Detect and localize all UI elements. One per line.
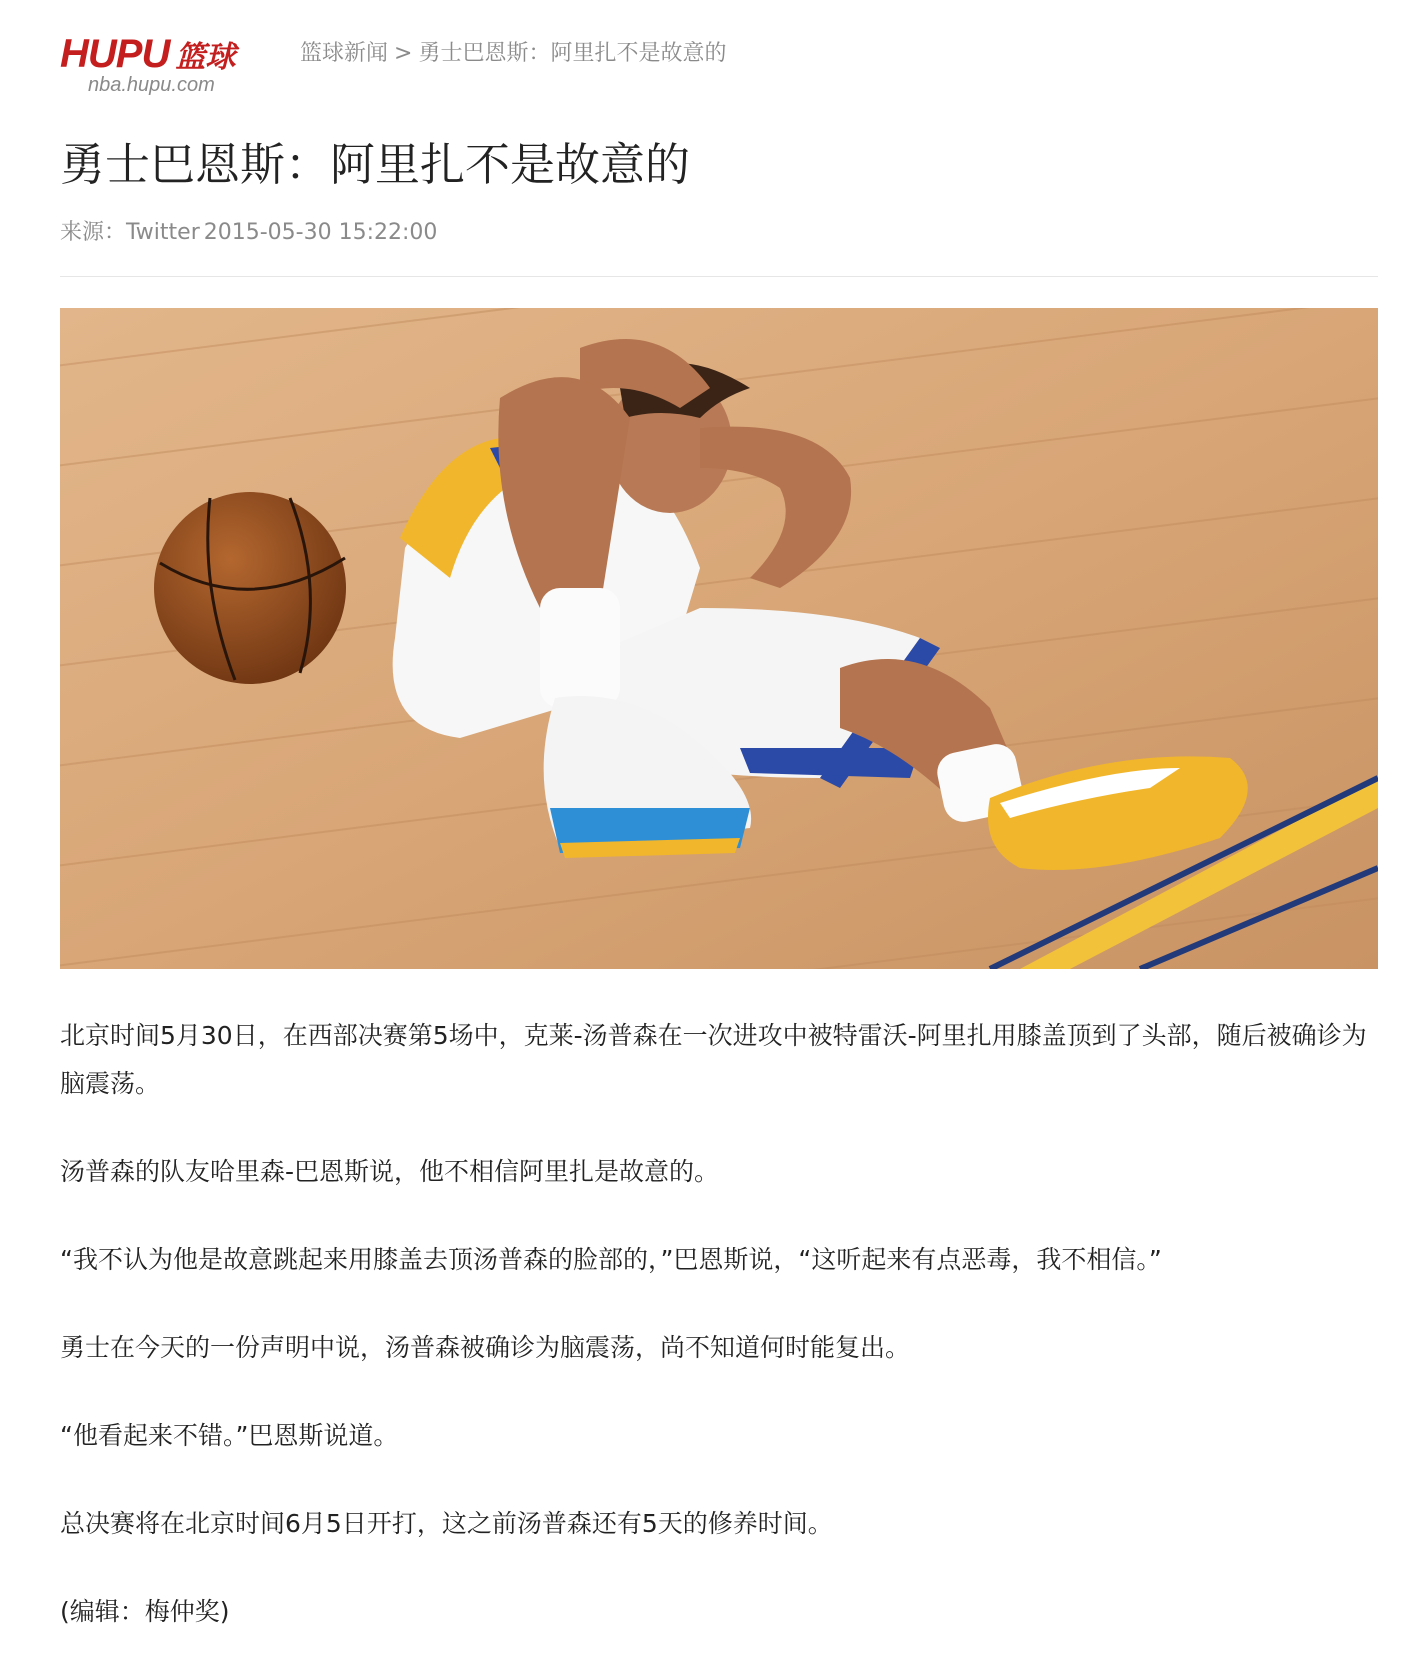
article-meta	[60, 217, 437, 249]
logo-cn-text: 篮球	[175, 40, 236, 75]
article-body	[60, 1012, 1378, 1676]
basketball-icon	[154, 492, 346, 684]
logo-wordmark	[60, 32, 235, 76]
site-header	[60, 32, 1378, 104]
article-paragraph: “他看起来不错。”巴恩斯说道。	[60, 1421, 399, 1450]
article-datetime: 2015-05-30 15:22:00	[203, 220, 438, 245]
article-paragraph: “我不认为他是故意跳起来用膝盖去顶汤普森的脸部的，”巴恩斯说，“这听起来有点恶毒，我不相信。”	[60, 1245, 1162, 1274]
editor-credit: (编辑：梅仲奖)	[60, 1597, 230, 1626]
breadcrumb	[300, 38, 726, 70]
article-source: 来源：Twitter	[60, 220, 200, 245]
title-divider	[60, 276, 1378, 277]
article-paragraph: 总决赛将在北京时间6月5日开打，这之前汤普森还有5天的修养时间。	[60, 1509, 833, 1538]
breadcrumb-section-link[interactable]: 篮球新闻	[300, 41, 389, 66]
breadcrumb-current: 勇士巴恩斯：阿里扎不是故意的	[418, 41, 727, 66]
page-title: 勇士巴恩斯：阿里扎不是故意的	[60, 138, 691, 191]
article-photo	[60, 308, 1378, 969]
logo-subdomain: nba.hupu.com	[88, 74, 215, 96]
article-paragraph: 汤普森的队友哈里森-巴恩斯说，他不相信阿里扎是故意的。	[60, 1157, 720, 1186]
hupu-logo[interactable]	[60, 32, 260, 102]
article-photo-illustration	[60, 308, 1378, 969]
article-paragraph: 北京时间5月30日，在西部决赛第5场中，克莱-汤普森在一次进攻中被特雷沃-阿里扎用膝盖顶到了头部，随后被确诊为脑震荡。	[60, 1021, 1367, 1098]
breadcrumb-separator: >	[394, 41, 413, 66]
article-paragraph: 勇士在今天的一份声明中说，汤普森被确诊为脑震荡，尚不知道何时能复出。	[60, 1333, 911, 1362]
logo-brand-text: HUPU	[60, 32, 170, 76]
